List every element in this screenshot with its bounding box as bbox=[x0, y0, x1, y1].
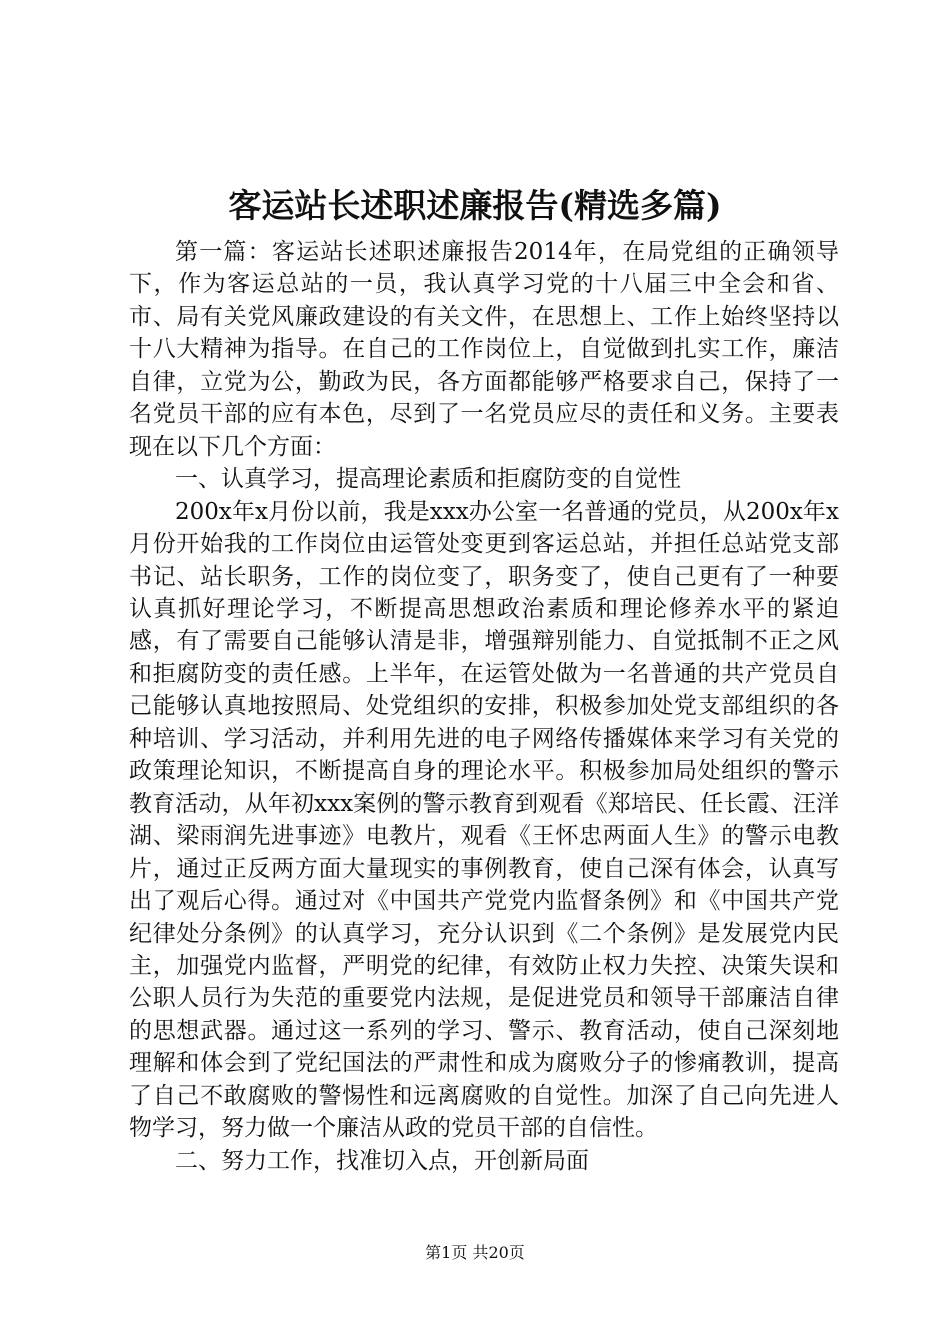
document-title: 客运站长述职述廉报告(精选多篇) bbox=[228, 186, 722, 225]
page-footer: 第1页 共20页 bbox=[425, 1243, 525, 1262]
intro-paragraph: 第一篇：客运站长述职述廉报告2014年，在局党组的正确领导下，作为客运总站的一员，我认真学习党的十八届三中全会和省、市、局有关党风廉政建设的有关文件，在思想上、工作上始终坚持以十八大精神为指导。在自己的工作岗位上，自觉做到扎实工作，廉洁自律，立党为公，勤政为民，各方面都能够严格要求自己，保持了一名党员干部的应有本色，尽到了一名党员应尽的责任和义务。主要表现在以下几个方面： bbox=[129, 239, 839, 460]
body-paragraph: 200x年x月份以前，我是xxx办公室一名普通的党员，从200x年x月份开始我的工作岗位由运管处变更到客运总站，并担任总站党支部书记、站长职务，工作的岗位变了，职务变了，使自己更有了一种要认真抓好理论学习，不断提高思想政治素质和理论修养水平的紧迫感，有了需要自己能够认清是非，增强辩别能力、自觉抵制不正之风和拒腐防变的责任感。上半年，在运管处做为一名普通的共产党员自己能够认真地按照局、处党组织的安排，积极参加处党支部组织的各种培训、学习活动，并利用先进的电子网络传播媒体来学习有关党的政策理论知识，不断提高自身的理论水平。积极参加局处组织的警示教育活动，从年初xxx案例的警示教育到观看《郑培民、任长霞、汪洋湖、梁雨润先进事迹》电教片，观看《王怀忠两面人生》的警示电教片，通过正反两方面大量现实的事例教育，使自己深有体会，认真写出了观后心得。通过对《中国共产党党内监督条例》和《中国共产党纪律处分条例》的认真学习，充分认识到《二个条例》是发展党内民主，加强党内监督，严明党的纪律，有效防止权力失控、决策失误和公职人员行为失范的重要党内法规，是促进党员和领导干部廉洁自律的思想武器。通过这一系列的学习、警示、教育活动，使自己深刻地理解和体会到了党纪国法的严肃性和成为腐败分子的惨痛教训，提高了自己不敢腐败的警惕性和远离腐败的自觉性。加深了自己向先进人物学习，努力做一个廉洁从政的党员干部的自信性。 bbox=[129, 498, 839, 1142]
section-heading-1: 一、认真学习，提高理论素质和拒腐防变的自觉性 bbox=[175, 466, 681, 493]
section-heading-2: 二、努力工作，找准切入点，开创新局面 bbox=[175, 1147, 589, 1174]
document-body bbox=[129, 236, 839, 1177]
